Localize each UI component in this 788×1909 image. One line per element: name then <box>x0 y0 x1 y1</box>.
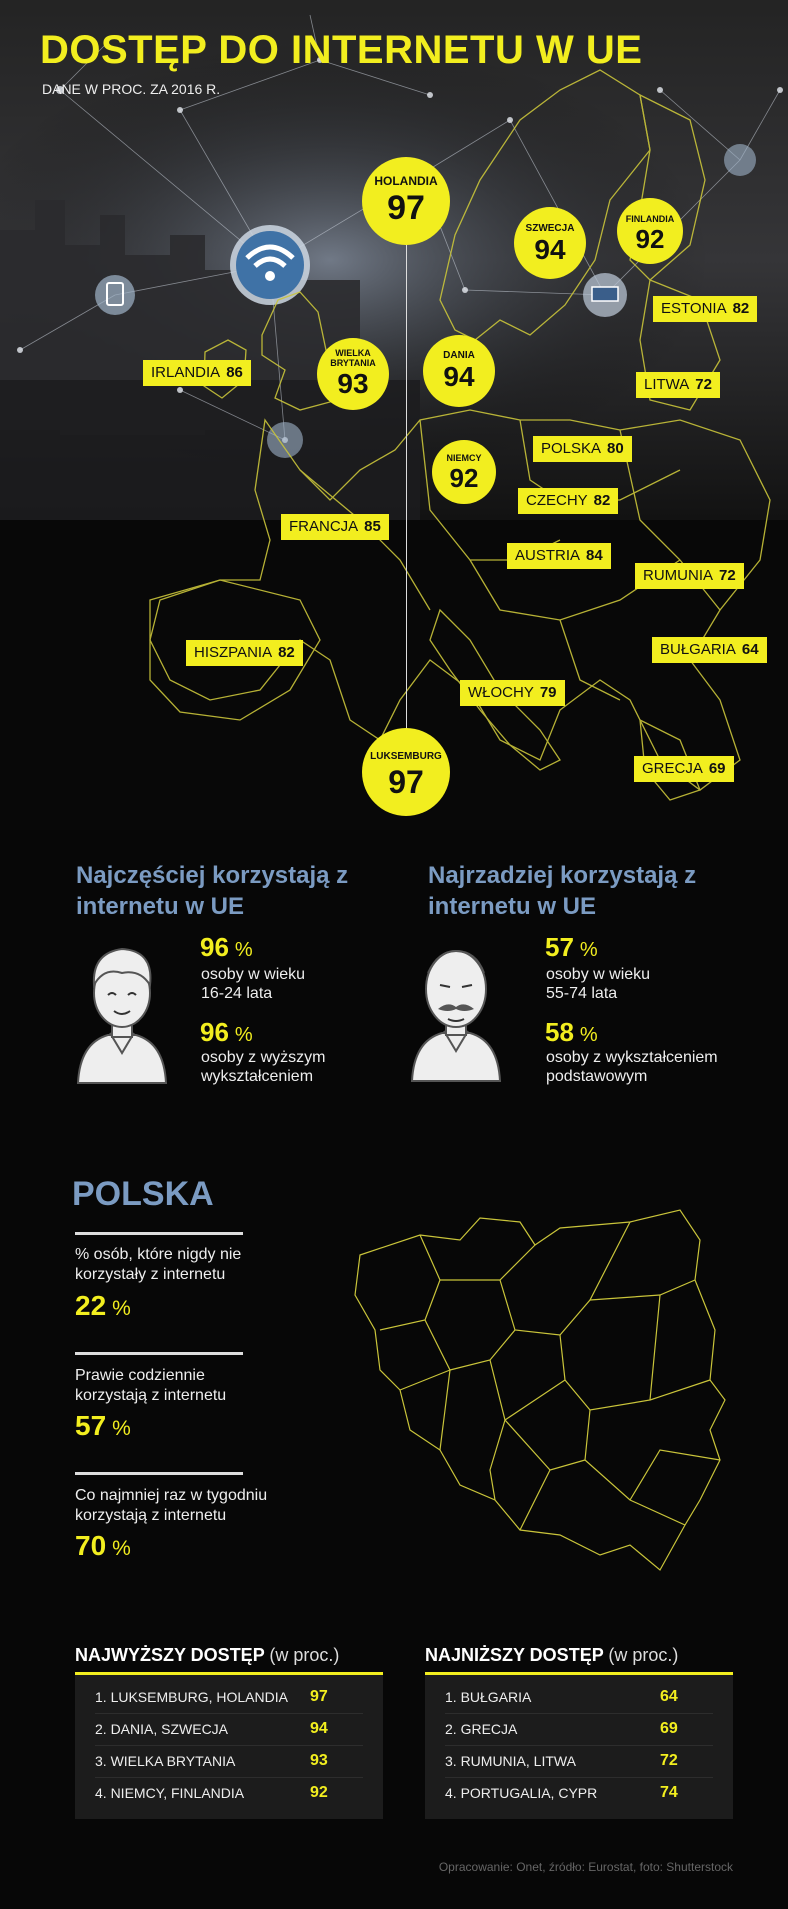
poland-stat-1-value: 22 % <box>75 1290 131 1321</box>
table-row: 4. PORTUGALIA, CYPR 74 <box>445 1784 678 1801</box>
poland-stat-3-label: Co najmniej raz w tygodniu korzystają z internetu <box>75 1487 268 1524</box>
table-row: 3. RUMUNIA, LITWA 72 <box>445 1745 713 1778</box>
country-tag-litwa: LITWA 72 <box>636 372 720 398</box>
table-row: 1. BUŁGARIA 64 <box>445 1681 713 1714</box>
table-row: 4. NIEMCY, FINLANDIA 92 <box>95 1784 328 1801</box>
table-row: 2. DANIA, SZWECJA 94 <box>95 1713 363 1746</box>
country-circle-holandia: HOLANDIA 97 <box>362 157 450 245</box>
page-title: DOSTĘP DO INTERNETU W UE <box>40 28 643 72</box>
country-tag-grecja: GRECJA 69 <box>634 756 734 782</box>
poland-divider-1 <box>75 1232 243 1235</box>
old-stat-1-value: 57 % <box>545 932 598 962</box>
table-row: 2. GRECJA 69 <box>445 1713 713 1746</box>
country-circle-luksemburg: LUKSEMBURG 97 <box>362 728 450 816</box>
europe-map-section <box>0 0 788 830</box>
old-person-icon <box>408 933 504 1083</box>
country-circle-finlandia: FINLANDIA 92 <box>617 198 683 264</box>
young-stat-1-text: osoby w wieku 16-24 lata <box>201 966 306 1002</box>
lowest-heading: NAJNIŻSZY DOSTĘP (w proc.) <box>425 1645 679 1665</box>
old-stat-1-text: osoby w wieku 55-74 lata <box>546 966 651 1002</box>
young-stat-2-text: osoby z wyższym wykształceniem <box>201 1049 326 1085</box>
country-circle-niemcy: NIEMCY 92 <box>432 440 496 504</box>
old-stat-2-text: osoby z wykształceniem podstawowym <box>546 1049 718 1085</box>
country-circle-wielka-brytania: WIELKA BRYTANIA 93 <box>317 338 389 410</box>
young-stat-2-value: 96 % <box>200 1017 253 1047</box>
europe-map-graphic <box>0 0 788 830</box>
country-tag-czechy: CZECHY 82 <box>518 488 618 514</box>
tablet-icon <box>95 275 135 315</box>
poland-stat-1-label: % osób, które nigdy nie korzystały z internetu <box>75 1246 242 1283</box>
hand-icon <box>267 422 303 458</box>
young-stat-1-value: 96 % <box>200 932 253 962</box>
table-row: 1. LUKSEMBURG, HOLANDIA 97 <box>95 1681 363 1714</box>
lowest-table <box>425 1672 733 1819</box>
country-tag-austria: AUSTRIA 84 <box>507 543 611 569</box>
least-frequent-heading: Najrzadziej korzystają z internetu w UE <box>428 862 697 920</box>
highest-heading: NAJWYŻSZY DOSTĘP (w proc.) <box>75 1645 340 1665</box>
country-tag-rumunia: RUMUNIA 72 <box>635 563 744 589</box>
country-tag-hiszpania: HISZPANIA 82 <box>186 640 303 666</box>
poland-stat-3-value: 70 % <box>75 1530 131 1561</box>
poland-map <box>330 1200 730 1590</box>
country-tag-francja: FRANCJA 85 <box>281 514 389 540</box>
country-tag-bulgaria: BUŁGARIA 64 <box>652 637 767 663</box>
source-credit: Opracowanie: Onet, źródło: Eurostat, foto: Shutterstock <box>438 1860 733 1874</box>
most-frequent-heading: Najczęściej korzystają z internetu w UE <box>76 862 349 920</box>
country-circle-szwecja: SZWECJA 94 <box>514 207 586 279</box>
old-stat-2-value: 58 % <box>545 1017 598 1047</box>
solar-icon <box>583 273 627 317</box>
country-circle-dania: DANIA 94 <box>423 335 495 407</box>
poland-title: POLSKA <box>72 1175 214 1213</box>
poland-divider-3 <box>75 1472 243 1475</box>
poland-stat-2-value: 57 % <box>75 1410 131 1441</box>
country-tag-estonia: ESTONIA 82 <box>653 296 757 322</box>
page-subtitle: DANE W PROC. ZA 2016 R. <box>42 81 221 97</box>
luxembourg-pointer-line <box>406 205 407 755</box>
poland-stat-2-label: Prawie codziennie korzystają z internetu <box>75 1367 227 1404</box>
young-person-icon <box>74 935 170 1085</box>
country-tag-polska: POLSKA 80 <box>533 436 632 462</box>
country-tag-wlochy: WŁOCHY 79 <box>460 680 565 706</box>
table-row: 3. WIELKA BRYTANIA 93 <box>95 1745 363 1778</box>
poland-divider-2 <box>75 1352 243 1355</box>
plane-icon <box>724 144 756 176</box>
country-tag-irlandia: IRLANDIA 86 <box>143 360 251 386</box>
highest-table <box>75 1672 383 1819</box>
